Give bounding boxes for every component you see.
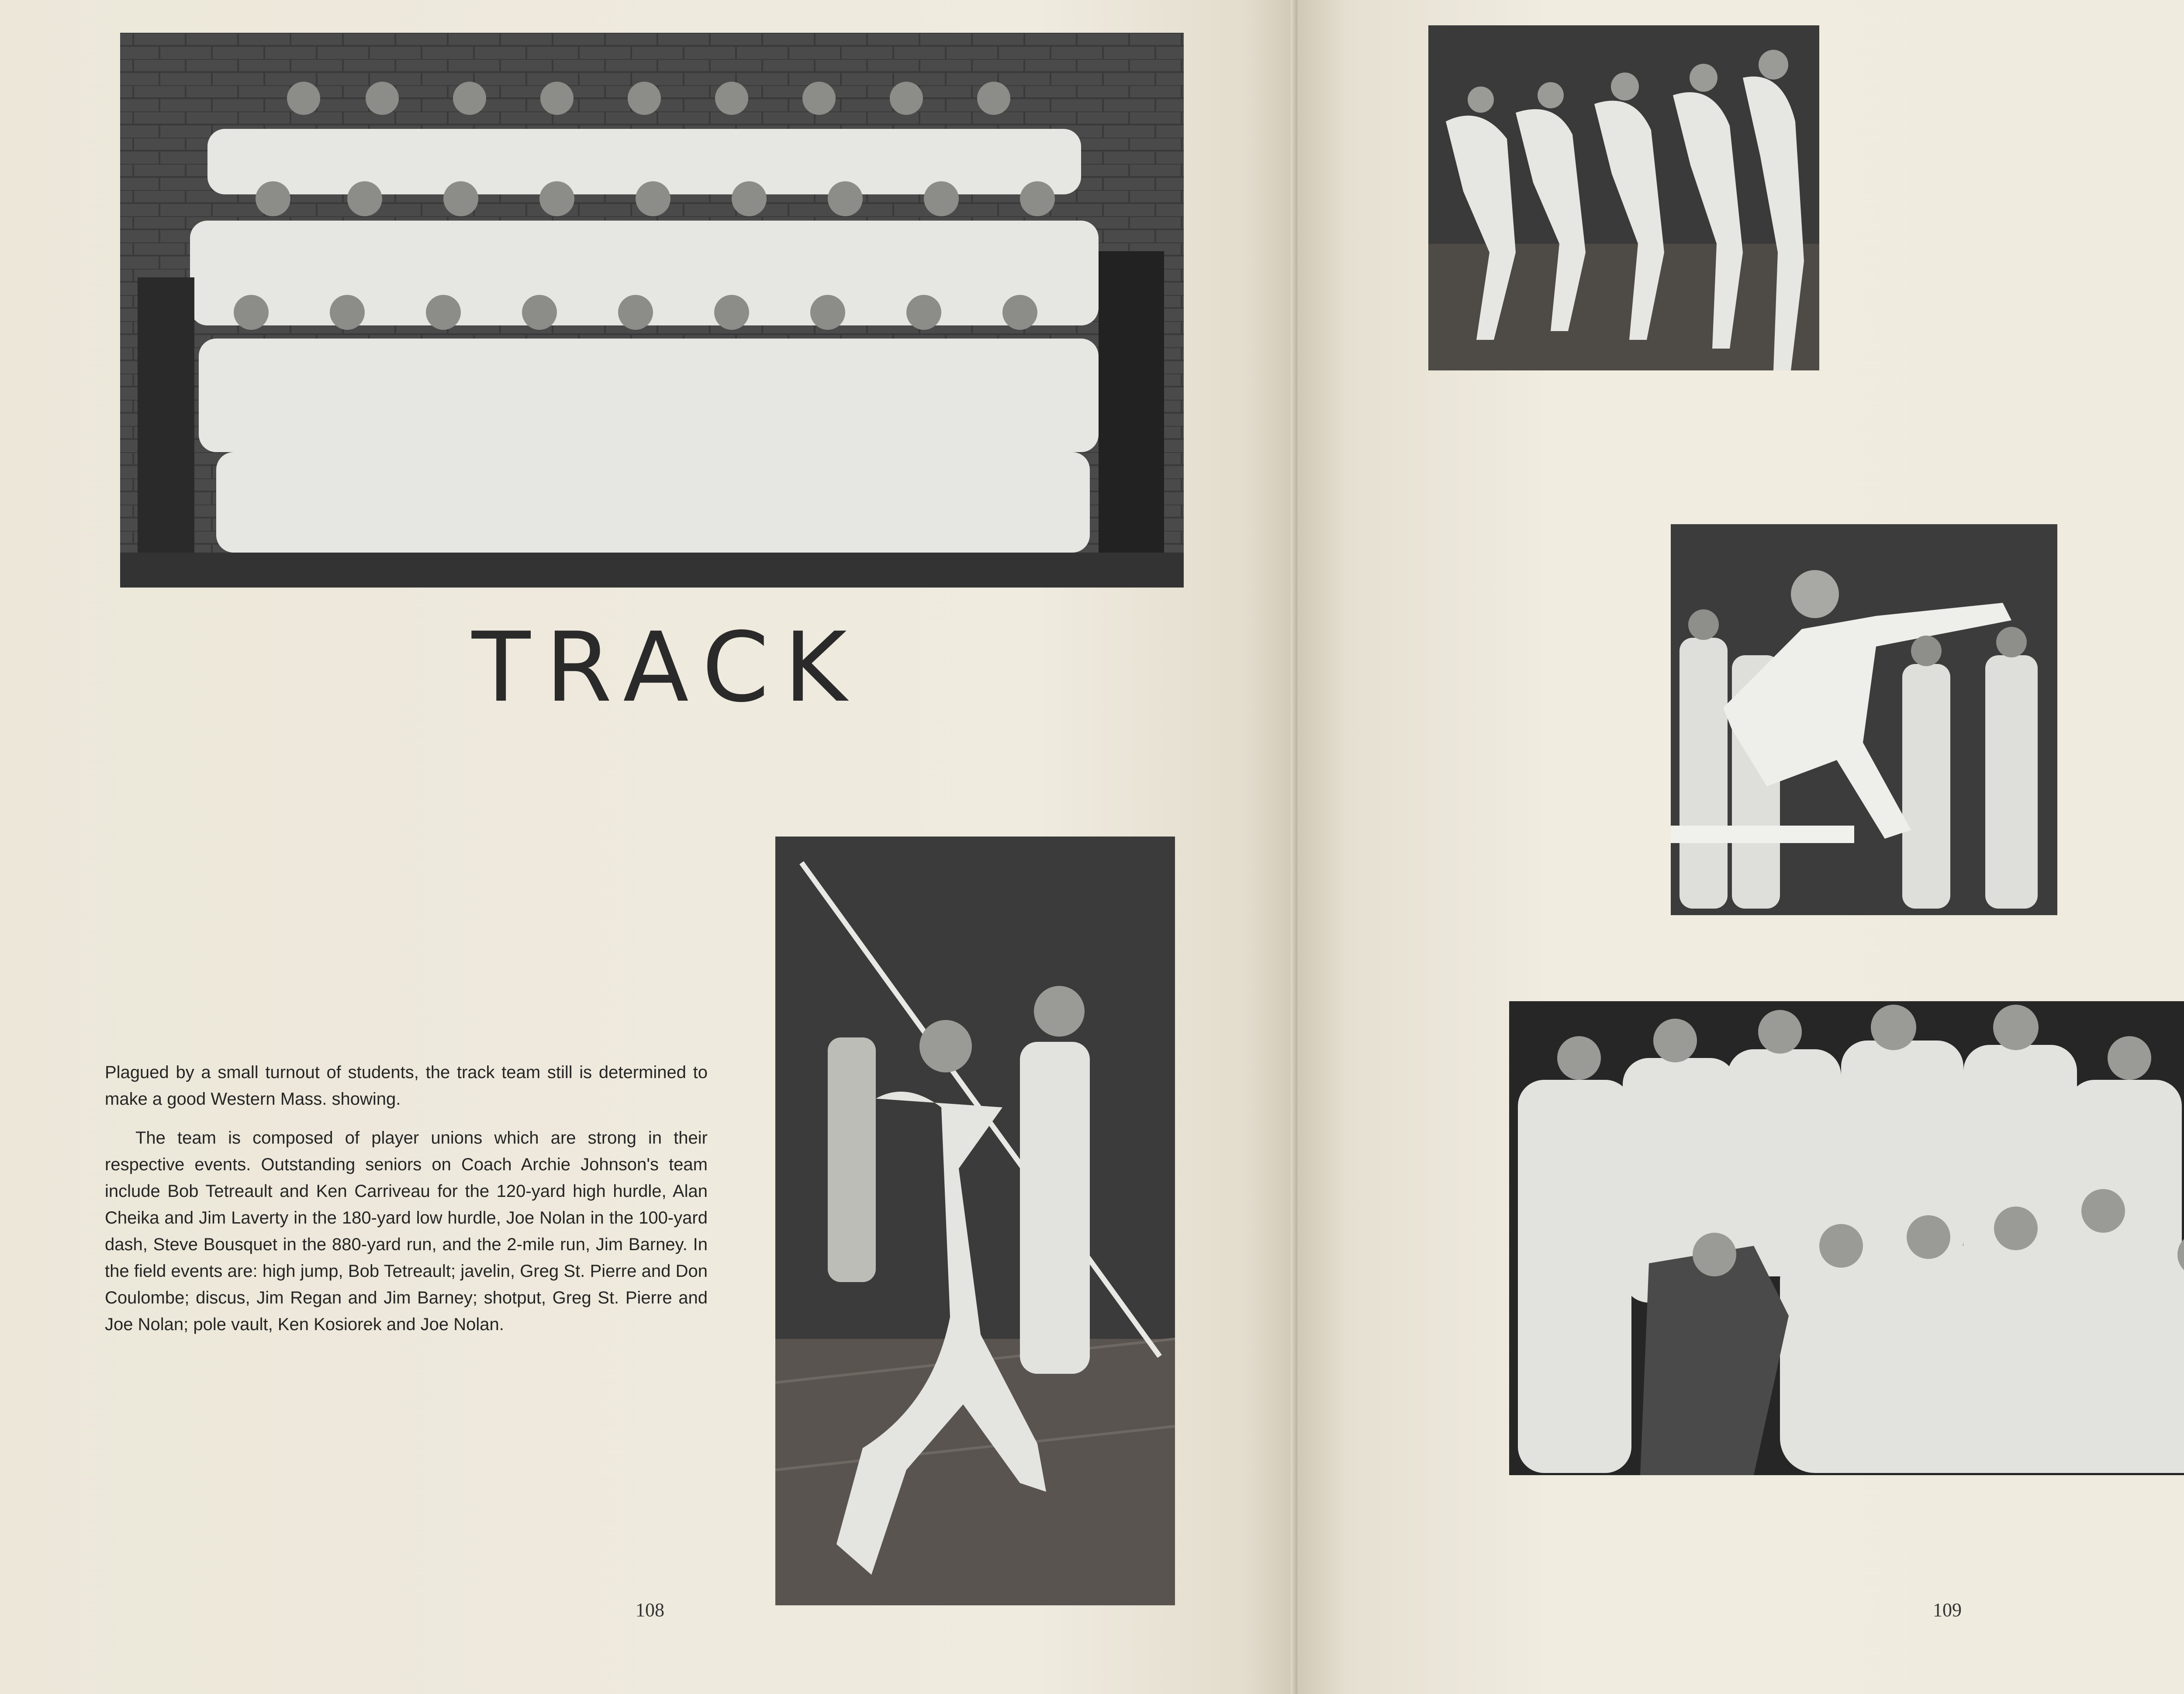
page-number-left: 108 [636, 1599, 664, 1621]
team-paragraph: The team is composed of player unions which are strong in their respective events. Outstanding seniors on Coach Archie Johnson's team include Bob Tetreault and Ken Carriveau for the 120-yard high hurdle, Alan Cheika and Jim Laverty in the 180-yard low hurdle, Joe Nolan in the 100-yard dash, Steve Bousquet in the 880-yard run, and the 2-mile run, Jim Barney. In the field events are: high jump, Bob Tetreault; javelin, Greg St. Pierre and Don Coulombe; discus, Jim Regan and Jim Barney; shotput, Greg St. Pierre and Joe Nolan; pole vault, Ken Kosiorek and Joe Nolan. [105, 1128, 708, 1334]
intro-paragraph: Plagued by a small turnout of students, the track team still is determined to make a good Western Mass. showing. [105, 1063, 708, 1109]
article-body [105, 1059, 708, 1350]
section-title: TRACK [472, 612, 862, 723]
page-number-right: 109 [1933, 1599, 1962, 1621]
group-coach-photo [1509, 1001, 2184, 1475]
hurdlers-start-photo [1428, 25, 1819, 370]
right-page [1297, 0, 2184, 1694]
team-photo [120, 33, 1184, 588]
hurdle-jump-photo [1671, 524, 2057, 915]
javelin-photo [775, 837, 1175, 1605]
